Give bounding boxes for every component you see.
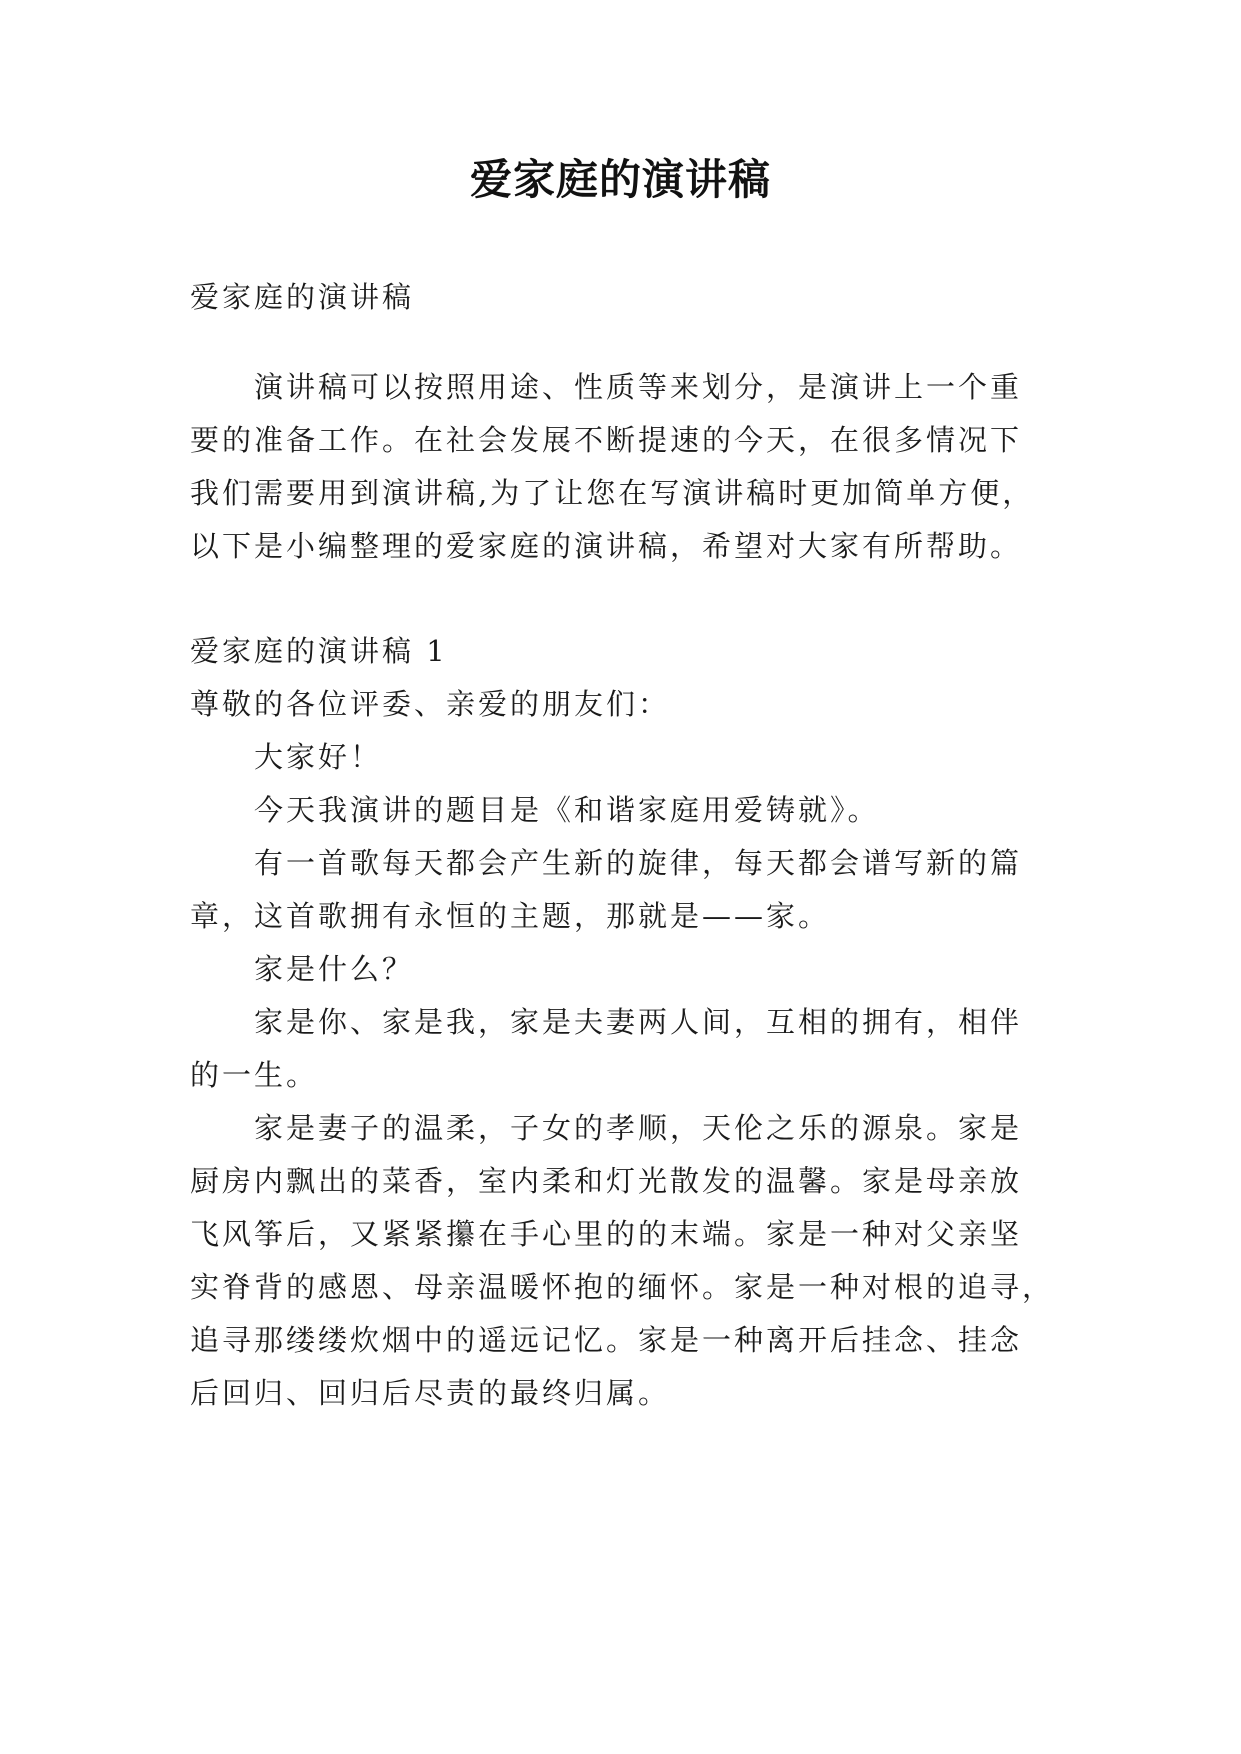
document-title: 爱家庭的演讲稿 <box>469 155 771 204</box>
paragraph-line: 的一生。 <box>190 1058 319 1092</box>
paragraph-line: 飞风筝后，又紧紧攥在手心里的的末端。家是一种对父亲坚 <box>190 1217 1023 1251</box>
greeting: 大家好！ <box>254 740 383 774</box>
intro-line: 演讲稿可以按照用途、性质等来划分，是演讲上一个重 <box>254 370 1023 404</box>
paragraph-line: 追寻那缕缕炊烟中的遥远记忆。家是一种离开后挂念、挂念 <box>190 1323 1023 1357</box>
paragraph-line: 后回归、回归后尽责的最终归属。 <box>190 1376 671 1410</box>
paragraph-line: 厨房内飘出的菜香，室内柔和灯光散发的温馨。家是母亲放 <box>190 1164 1023 1198</box>
paragraph-line: 家是你、家是我，家是夫妻两人间，互相的拥有，相伴 <box>254 1005 1023 1039</box>
intro-line: 我们需要用到演讲稿,为了让您在写演讲稿时更加简单方便， <box>190 476 1035 510</box>
section-heading: 爱家庭的演讲稿 1 <box>190 634 448 668</box>
paragraph-line: 章，这首歌拥有永恒的主题，那就是——家。 <box>190 899 831 933</box>
subtitle: 爱家庭的演讲稿 <box>190 280 415 314</box>
paragraph-line: 有一首歌每天都会产生新的旋律，每天都会谱写新的篇 <box>254 846 1023 880</box>
intro-line: 要的准备工作。在社会发展不断提速的今天，在很多情况下 <box>190 423 1023 457</box>
intro-line: 以下是小编整理的爱家庭的演讲稿，希望对大家有所帮助。 <box>190 529 1023 563</box>
paragraph-line: 实脊背的感恩、母亲温暖怀抱的缅怀。家是一种对根的追寻， <box>190 1270 1055 1304</box>
topic-line: 今天我演讲的题目是《和谐家庭用爱铸就》。 <box>254 793 880 827</box>
question-line: 家是什么？ <box>254 952 415 986</box>
paragraph-line: 家是妻子的温柔，子女的孝顺，天伦之乐的源泉。家是 <box>254 1111 1023 1145</box>
salutation: 尊敬的各位评委、亲爱的朋友们： <box>190 687 671 721</box>
